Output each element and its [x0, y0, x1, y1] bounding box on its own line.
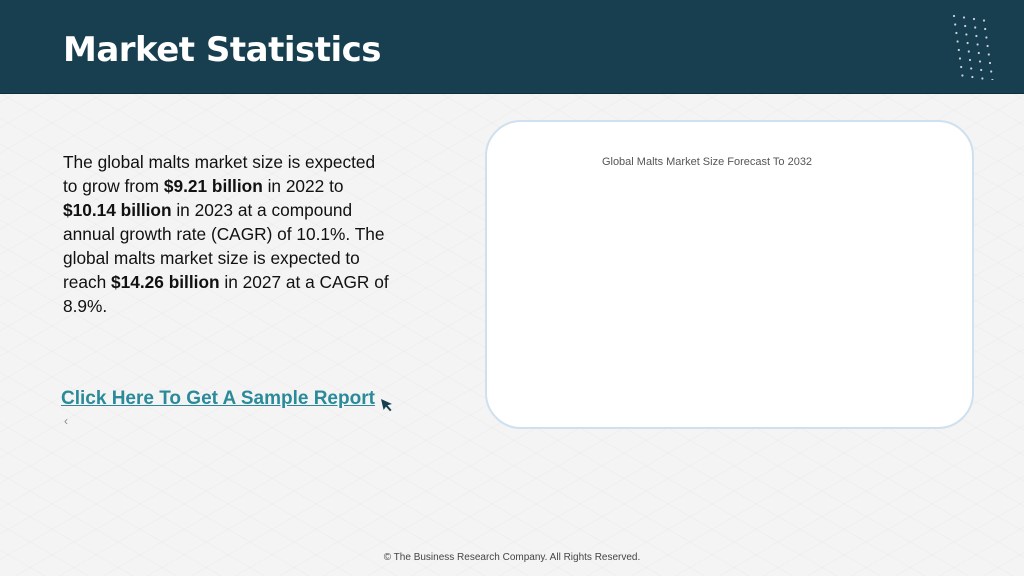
decor-dot [987, 45, 989, 47]
decor-dot [975, 35, 977, 37]
decor-dot [988, 53, 990, 55]
market-summary-paragraph [63, 150, 393, 318]
decor-dot [960, 66, 962, 68]
summary-text-3: in 2023 at a compound annual growth rate (CAGR) of 10.1%. The global malts market size is expected to reach [63, 200, 385, 292]
decor-dot [969, 59, 971, 61]
header-bar [0, 0, 1024, 94]
decor-dot [957, 40, 959, 42]
decor-dot [990, 70, 992, 72]
decor-dot [977, 43, 979, 45]
cursor-arrow-icon [379, 397, 395, 413]
decor-dot [973, 18, 975, 20]
decor-dot [980, 69, 982, 71]
decor-dot [989, 62, 991, 64]
decor-dot [985, 36, 987, 38]
copyright-footer: © The Business Research Company. All Rights Reserved. [383, 552, 641, 563]
decor-dot [974, 26, 976, 28]
summary-highlight-2022: $9.21 billion [163, 176, 263, 196]
decor-dot [953, 15, 955, 17]
summary-highlight-2023: $10.14 billion [63, 200, 172, 220]
decor-dot [971, 76, 973, 78]
chart-card [485, 120, 974, 429]
summary-text-4: in 2027 at a CAGR of 8.9%. [63, 272, 389, 316]
decor-dot [954, 23, 956, 25]
chart-title: Global Malts Market Size Forecast To 2032 [601, 156, 813, 168]
link-mark-icon: ‹ [64, 414, 68, 428]
decor-dot [958, 49, 960, 51]
summary-highlight-2027: $14.26 billion [111, 272, 220, 292]
dots-decoration-icon [950, 12, 994, 80]
decor-dot [959, 57, 961, 59]
decor-dot [967, 42, 969, 44]
summary-text-1: The global malts market size is expected to grow from [63, 152, 376, 196]
decor-dot [984, 28, 986, 30]
decor-dot [991, 79, 993, 80]
decor-dot [965, 33, 967, 35]
decor-dot [970, 67, 972, 69]
decor-dot [961, 74, 963, 76]
decor-dot [968, 50, 970, 52]
summary-text-2: in 2022 to [262, 176, 344, 196]
market-size-chart [487, 122, 976, 431]
decor-dot [981, 77, 983, 79]
decor-dot [964, 25, 966, 27]
page-title: Market Statistics [63, 30, 382, 70]
decor-dot [979, 60, 981, 62]
decor-dot [983, 19, 985, 21]
decor-dot [978, 52, 980, 54]
decor-dot [955, 32, 957, 34]
sample-report-link[interactable]: Click Here To Get A Sample Report [61, 388, 375, 409]
decor-dot [963, 16, 965, 18]
